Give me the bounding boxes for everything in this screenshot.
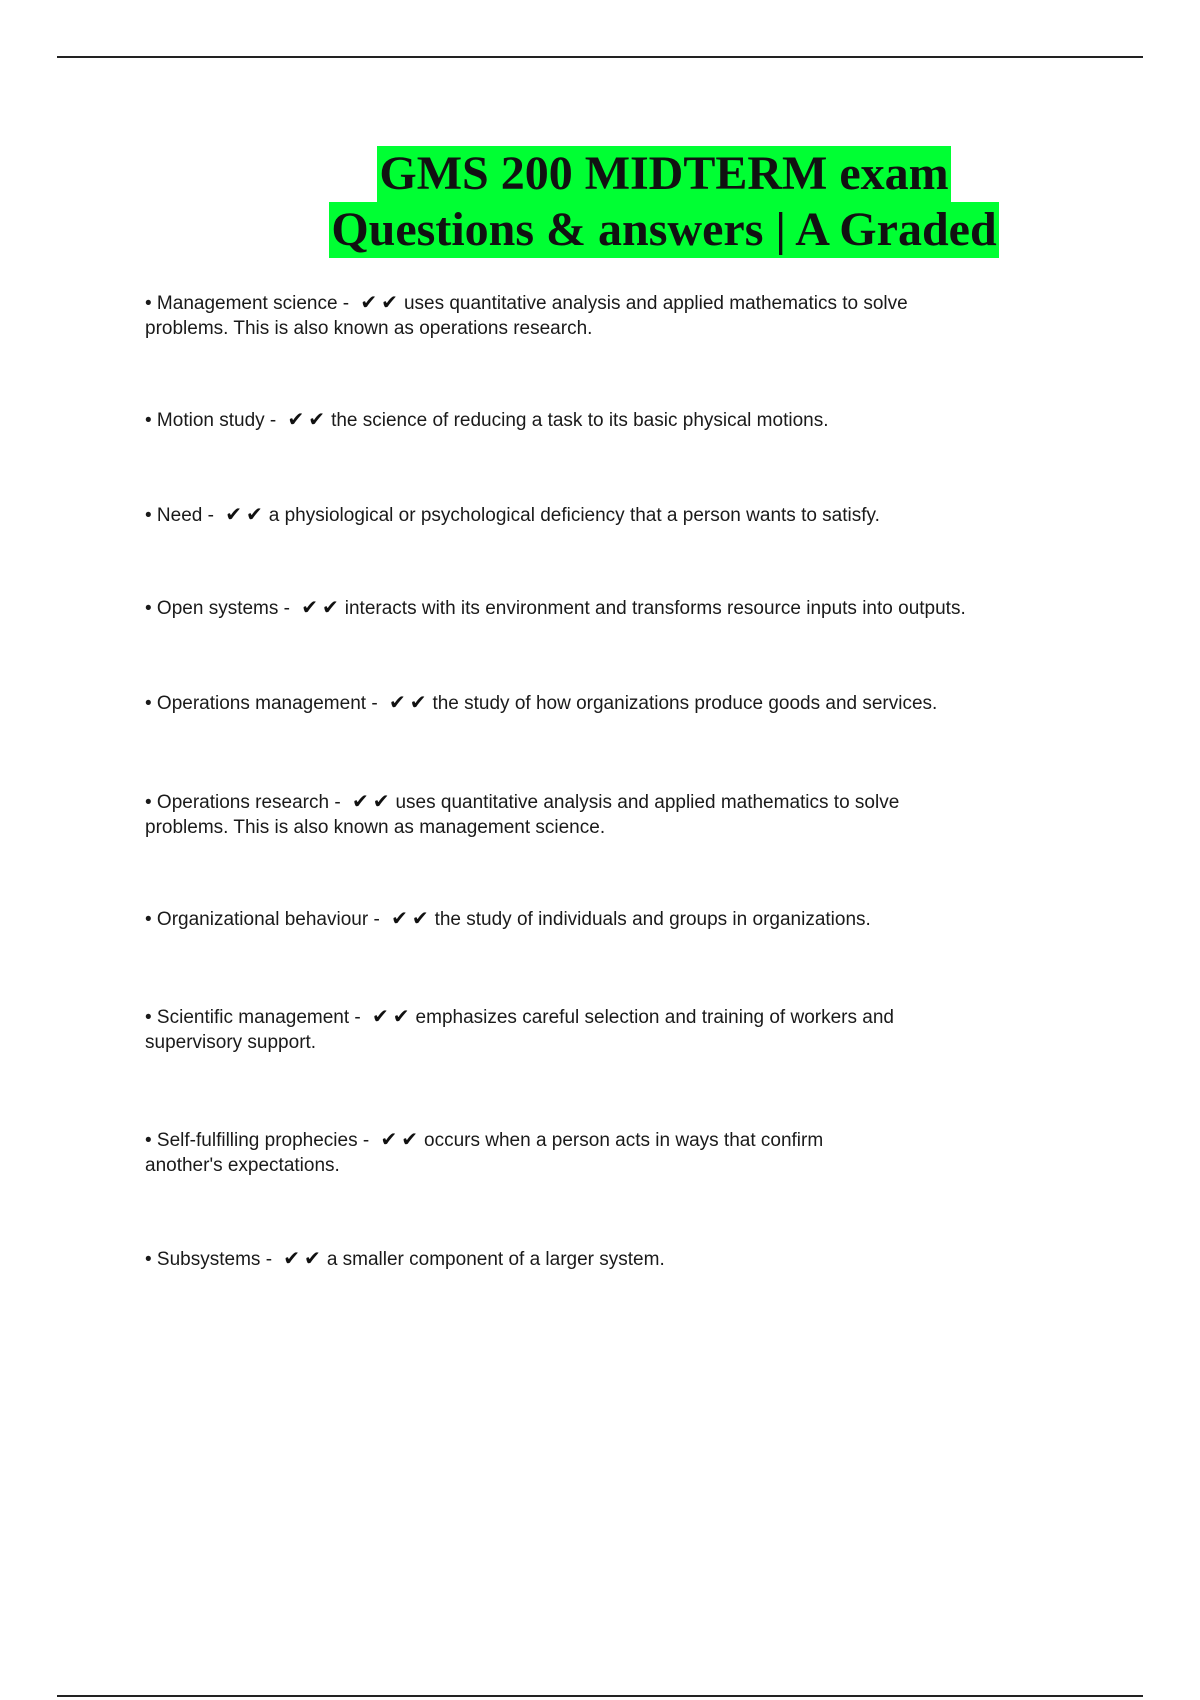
entry-term: • Subsystems - <box>145 1249 278 1270</box>
title-line-2: Questions & answers | A Graded <box>331 203 997 256</box>
entry-definition: interacts with its environment and transforms resource inputs into outputs. <box>344 598 966 619</box>
qa-entry <box>145 502 1065 528</box>
qa-entry <box>145 1127 1065 1178</box>
double-check-icon: ✔✔ <box>351 789 394 813</box>
entry-definition-cont: problems. This is also known as management science. <box>145 817 606 838</box>
entry-term: • Management science - <box>145 293 355 314</box>
entry-definition: uses quantitative analysis and applied mathematics to solve <box>403 293 908 314</box>
double-check-icon: ✔✔ <box>360 290 402 314</box>
qa-entry <box>145 906 1065 932</box>
document-title <box>0 146 1200 258</box>
entry-term: • Need - <box>145 505 220 526</box>
entry-definition: occurs when a person acts in ways that confirm <box>424 1130 824 1151</box>
qa-entry <box>145 407 1065 433</box>
entry-definition-cont: another's expectations. <box>145 1155 340 1176</box>
double-check-icon: ✔✔ <box>388 690 431 714</box>
qa-entry <box>145 690 1065 716</box>
double-check-icon: ✔✔ <box>380 1127 422 1151</box>
entry-definition: the study of individuals and groups in organizations. <box>434 909 871 930</box>
qa-entry <box>145 595 1065 621</box>
entry-definition: emphasizes careful selection and training of workers and <box>415 1007 894 1028</box>
entry-term: • Open systems - <box>145 598 296 619</box>
entry-definition: the science of reducing a task to its basic physical motions. <box>331 410 829 431</box>
entry-term: • Self-fulfilling prophecies - <box>145 1130 375 1151</box>
double-check-icon: ✔✔ <box>372 1004 414 1028</box>
qa-entry <box>145 789 1065 840</box>
bottom-divider <box>57 1695 1143 1697</box>
entry-definition-cont: problems. This is also known as operations research. <box>145 318 593 339</box>
double-check-icon: ✔✔ <box>225 502 267 526</box>
entry-definition: a smaller component of a larger system. <box>326 1249 665 1270</box>
qa-entry <box>145 1246 1065 1272</box>
double-check-icon: ✔✔ <box>283 1246 325 1270</box>
qa-entry <box>145 290 1065 341</box>
entry-definition-cont: supervisory support. <box>145 1032 317 1053</box>
entry-term: • Scientific management - <box>145 1007 367 1028</box>
entry-term: • Motion study - <box>145 410 282 431</box>
entry-definition: uses quantitative analysis and applied mathematics to solve <box>395 792 900 813</box>
qa-entry <box>145 1004 1065 1055</box>
title-line-1: GMS 200 MIDTERM exam <box>379 147 949 200</box>
entry-term: • Organizational behaviour - <box>145 909 386 930</box>
double-check-icon: ✔✔ <box>391 906 433 930</box>
entry-term: • Operations research - <box>145 792 346 813</box>
entry-definition: a physiological or psychological deficiency that a person wants to satisfy. <box>268 505 880 526</box>
top-divider <box>57 56 1143 58</box>
double-check-icon: ✔✔ <box>287 407 330 431</box>
double-check-icon: ✔✔ <box>301 595 343 619</box>
entry-definition: the study of how organizations produce goods and services. <box>432 693 938 714</box>
entry-term: • Operations management - <box>145 693 383 714</box>
